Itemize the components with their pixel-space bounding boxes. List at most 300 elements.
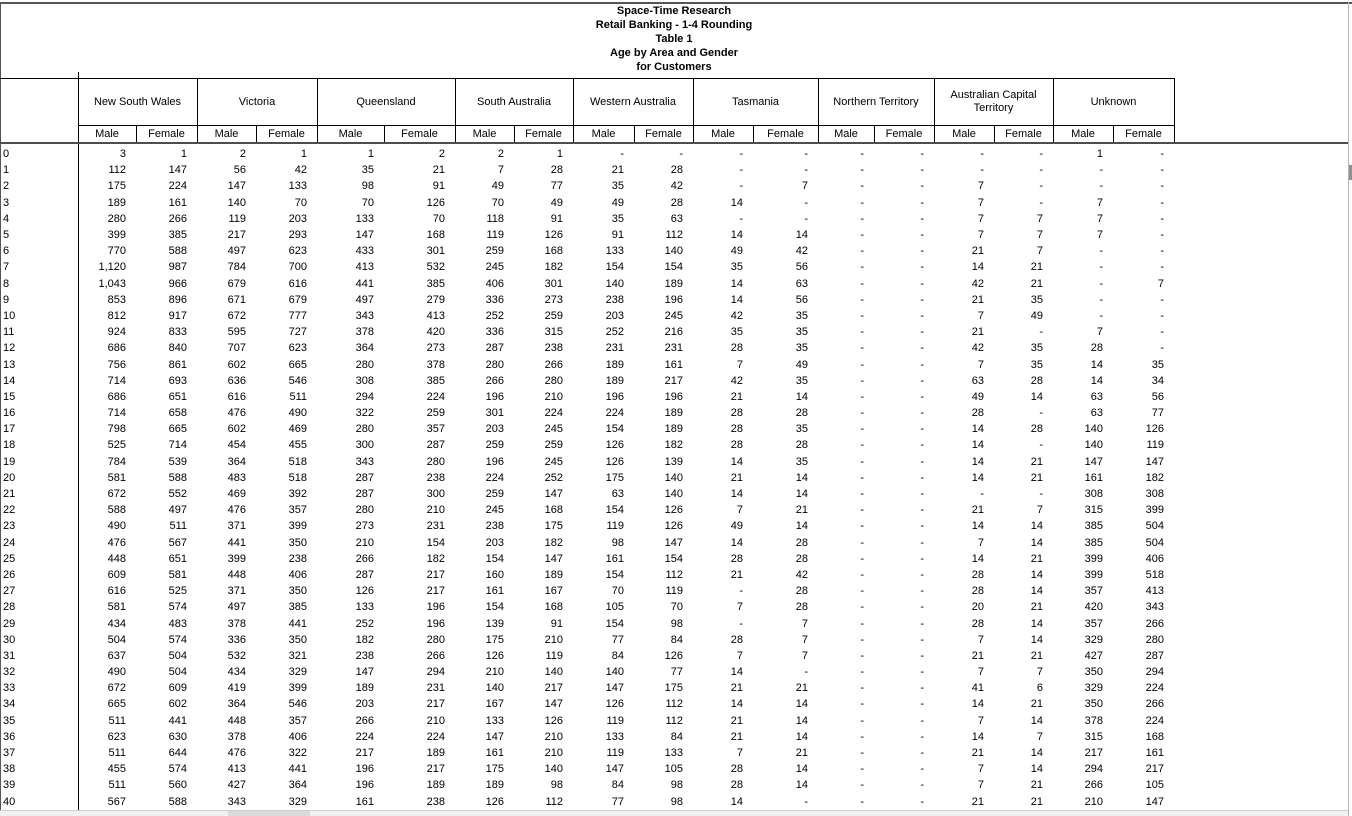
table-cell: 714	[107, 407, 126, 420]
row-header-age: 24	[3, 536, 16, 549]
row-header-age: 26	[3, 568, 16, 581]
table-cell: 77	[550, 180, 563, 193]
table-cell: 2	[497, 148, 504, 161]
table-cell: 3	[119, 148, 126, 161]
table-cell: 1	[300, 148, 307, 161]
table-cell: 160	[485, 568, 504, 581]
column-group-header: Queensland	[356, 95, 416, 108]
table-cell: 98	[550, 779, 563, 792]
table-cell: 266	[426, 649, 445, 662]
table-cell: 224	[485, 471, 504, 484]
table-cell: 385	[168, 229, 187, 242]
table-cell: -	[1160, 229, 1164, 242]
table-cell: -	[804, 164, 808, 177]
table-cell: -	[1099, 261, 1103, 274]
table-cell: 280	[355, 504, 374, 517]
table-cell: 182	[544, 261, 563, 274]
table-cell: -	[860, 649, 864, 662]
row-header-age: 8	[3, 277, 10, 290]
table-cell: 98	[670, 795, 683, 808]
table-cell: -	[1099, 180, 1103, 193]
table-cell: 14	[1030, 763, 1043, 776]
table-cell: 21	[971, 504, 984, 517]
table-cell: 154	[664, 261, 683, 274]
table-cell: 28	[670, 164, 683, 177]
table-cell: -	[1160, 309, 1164, 322]
table-cell: 280	[544, 374, 563, 387]
table-cell: 511	[289, 390, 307, 403]
table-cell: -	[860, 245, 864, 258]
table-cell: 693	[168, 374, 187, 387]
row-header-age: 33	[3, 682, 16, 695]
table-cell: 42	[795, 245, 808, 258]
row-header-age: 5	[3, 229, 10, 242]
table-cell: 7	[1096, 229, 1103, 242]
row-header-age: 14	[3, 374, 16, 387]
row-header-age: 38	[3, 763, 16, 776]
table-row	[0, 308, 1174, 324]
table-cell: 987	[168, 261, 187, 274]
table-border-line	[634, 125, 635, 142]
table-cell: 7	[1036, 666, 1043, 679]
table-border-line	[818, 78, 819, 142]
table-cell: 42	[730, 374, 743, 387]
table-border-line	[514, 125, 515, 142]
table-cell: 189	[664, 407, 683, 420]
table-cell: 189	[605, 358, 624, 371]
table-cell: 139	[664, 455, 683, 468]
table-cell: 14	[1030, 520, 1043, 533]
table-cell: 266	[1084, 779, 1103, 792]
row-header-age: 27	[3, 585, 16, 598]
table-cell: -	[860, 536, 864, 549]
table-cell: 175	[605, 471, 624, 484]
table-cell: -	[860, 633, 864, 646]
table-cell: -	[860, 585, 864, 598]
table-cell: 21	[971, 293, 984, 306]
table-row	[0, 680, 1174, 696]
table-cell: -	[920, 164, 924, 177]
table-row	[0, 648, 1174, 664]
table-cell: -	[860, 455, 864, 468]
horizontal-scrollbar-thumb[interactable]	[228, 811, 310, 816]
table-cell: -	[620, 148, 624, 161]
table-cell: -	[860, 374, 864, 387]
table-cell: 455	[107, 763, 126, 776]
table-cell: 7	[801, 180, 808, 193]
table-cell: 287	[426, 439, 445, 452]
table-cell: 301	[544, 277, 563, 290]
table-cell: 280	[485, 358, 504, 371]
table-cell: 616	[288, 277, 307, 290]
table-cell: 14	[730, 277, 743, 290]
table-cell: 378	[227, 617, 246, 630]
table-cell: 14	[1090, 358, 1103, 371]
horizontal-scrollbar-track[interactable]	[0, 810, 1348, 816]
table-cell: 217	[426, 585, 445, 598]
table-cell: 623	[107, 730, 126, 743]
vertical-scrollbar-track[interactable]	[1348, 2, 1349, 816]
table-cell: 924	[107, 326, 126, 339]
table-cell: 588	[107, 504, 126, 517]
table-cell: 279	[426, 293, 445, 306]
table-cell: 14	[730, 293, 743, 306]
table-cell: 210	[426, 504, 445, 517]
row-header-age: 39	[3, 779, 16, 792]
table-cell: 175	[485, 633, 504, 646]
table-cell: 154	[426, 536, 445, 549]
table-cell: 28	[1030, 374, 1043, 387]
table-cell: 966	[168, 277, 187, 290]
table-cell: -	[860, 148, 864, 161]
table-cell: 777	[288, 309, 307, 322]
table-cell: -	[920, 196, 924, 209]
table-cell: -	[920, 229, 924, 242]
table-cell: 77	[611, 795, 624, 808]
table-cell: 441	[288, 763, 307, 776]
table-cell: 7	[1157, 277, 1164, 290]
table-cell: 203	[355, 698, 374, 711]
table-cell: 21	[1030, 779, 1043, 792]
table-cell: 217	[355, 747, 374, 760]
table-cell: 321	[288, 649, 307, 662]
table-cell: 49	[730, 245, 743, 258]
table-cell: 182	[544, 536, 563, 549]
table-cell: 454	[227, 439, 246, 452]
table-cell: 154	[485, 601, 504, 614]
table-row	[0, 356, 1174, 372]
table-cell: 28	[795, 552, 808, 565]
table-cell: 511	[108, 779, 126, 792]
table-cell: 21	[730, 730, 743, 743]
table-cell: 511	[169, 520, 187, 533]
table-cell: 133	[485, 714, 504, 727]
table-cell: -	[1160, 196, 1164, 209]
table-row	[0, 405, 1174, 421]
column-subheader-male: Male	[591, 128, 616, 140]
table-cell: -	[1039, 407, 1043, 420]
table-cell: 560	[168, 779, 187, 792]
table-cell: 91	[611, 229, 624, 242]
table-cell: -	[860, 390, 864, 403]
table-cell: 217	[664, 374, 683, 387]
column-subheader-male: Male	[952, 128, 976, 140]
table-cell: 427	[1084, 649, 1103, 662]
table-row	[0, 162, 1174, 178]
table-cell: -	[860, 552, 864, 565]
table-cell: 315	[544, 326, 563, 339]
table-cell: 671	[227, 293, 246, 306]
table-cell: 112	[665, 229, 683, 242]
row-header-age: 23	[3, 520, 16, 533]
table-cell: 21	[730, 471, 743, 484]
table-cell: -	[860, 358, 864, 371]
table-cell: 189	[485, 779, 504, 792]
table-cell: 28	[971, 585, 984, 598]
table-cell: 147	[544, 488, 563, 501]
table-cell: 14	[1090, 374, 1103, 387]
table-cell: 238	[605, 293, 624, 306]
column-subheader-female: Female	[401, 128, 438, 140]
table-cell: 287	[1145, 649, 1164, 662]
table-cell: 350	[288, 633, 307, 646]
row-header-age: 15	[3, 390, 16, 403]
table-cell: 14	[795, 763, 808, 776]
table-cell: -	[920, 326, 924, 339]
table-cell: 112	[545, 795, 563, 808]
table-cell: 245	[485, 504, 504, 517]
table-cell: 350	[1084, 698, 1103, 711]
table-cell: -	[860, 423, 864, 436]
table-cell: 259	[426, 407, 445, 420]
table-cell: 21	[971, 747, 984, 760]
table-cell: 189	[426, 747, 445, 760]
table-cell: 133	[288, 180, 307, 193]
table-cell: 322	[355, 407, 374, 420]
table-cell: -	[920, 747, 924, 760]
table-cell: 280	[1145, 633, 1164, 646]
table-cell: -	[739, 617, 743, 630]
table-cell: 49	[971, 390, 984, 403]
table-cell: 154	[605, 504, 624, 517]
table-cell: -	[679, 148, 683, 161]
table-cell: 126	[544, 229, 563, 242]
table-cell: 28	[730, 779, 743, 792]
table-cell: -	[1160, 180, 1164, 193]
table-cell: 203	[485, 423, 504, 436]
table-cell: 14	[730, 536, 743, 549]
table-cell: -	[1160, 164, 1164, 177]
report-source-title: Space-Time Research	[616, 5, 732, 17]
table-cell: 7	[977, 358, 984, 371]
table-cell: 35	[730, 261, 743, 274]
table-cell: 168	[1145, 730, 1164, 743]
table-row	[0, 243, 1174, 259]
table-cell: 203	[485, 536, 504, 549]
table-cell: -	[920, 439, 924, 452]
table-cell: 266	[485, 374, 504, 387]
table-row	[0, 146, 1174, 162]
row-header-age: 21	[3, 488, 16, 501]
table-cell: 420	[1084, 601, 1103, 614]
column-subheader-male: Male	[834, 128, 858, 140]
table-cell: 7	[1036, 730, 1043, 743]
table-cell: 441	[288, 617, 307, 630]
row-header-age: 9	[3, 293, 10, 306]
row-header-age: 11	[3, 326, 15, 339]
table-cell: 182	[664, 439, 683, 452]
table-cell: 357	[1084, 585, 1103, 598]
table-cell: 833	[168, 326, 187, 339]
table-cell: 616	[107, 585, 126, 598]
table-cell: 7	[977, 536, 984, 549]
table-cell: 140	[485, 682, 504, 695]
table-cell: 224	[544, 407, 563, 420]
row-header-age: 1	[3, 164, 10, 177]
table-cell: -	[1160, 245, 1164, 258]
table-cell: 147	[1145, 455, 1164, 468]
table-cell: 161	[485, 747, 504, 760]
table-cell: -	[860, 488, 864, 501]
table-cell: 140	[544, 763, 563, 776]
table-cell: 147	[1145, 795, 1164, 808]
table-cell: 224	[426, 390, 445, 403]
table-cell: 1,043	[98, 277, 126, 290]
table-cell: 1	[556, 148, 563, 161]
table-cell: 63	[971, 374, 984, 387]
table-cell: 574	[168, 601, 187, 614]
table-cell: 252	[605, 326, 624, 339]
table-cell: 63	[1090, 407, 1103, 420]
table-cell: 14	[795, 520, 808, 533]
table-cell: -	[860, 212, 864, 225]
table-cell: 665	[107, 698, 126, 711]
table-cell: 448	[227, 714, 246, 727]
table-cell: 20	[971, 601, 984, 614]
table-cell: 161	[664, 358, 683, 371]
table-cell: 329	[288, 666, 307, 679]
table-cell: -	[920, 390, 924, 403]
table-cell: 574	[168, 633, 187, 646]
table-cell: 196	[355, 779, 374, 792]
table-cell: 300	[355, 439, 374, 452]
table-border-line	[1113, 125, 1114, 142]
table-cell: 434	[107, 617, 126, 630]
table-cell: -	[860, 439, 864, 452]
report-table-number: Table 1	[655, 33, 693, 45]
table-cell: -	[804, 795, 808, 808]
table-cell: 35	[795, 342, 808, 355]
row-header-age: 36	[3, 730, 16, 743]
column-subheader-female: Female	[1125, 128, 1162, 140]
table-cell: -	[1160, 148, 1164, 161]
table-cell: -	[920, 649, 924, 662]
table-cell: 91	[550, 617, 563, 630]
table-cell: -	[860, 407, 864, 420]
table-cell: 126	[605, 439, 624, 452]
table-cell: 714	[168, 439, 187, 452]
table-cell: 224	[1145, 682, 1164, 695]
table-cell: 84	[670, 633, 683, 646]
column-subheader-male: Male	[338, 128, 363, 140]
table-cell: -	[920, 471, 924, 484]
table-cell: -	[920, 374, 924, 387]
table-cell: -	[860, 471, 864, 484]
table-cell: 217	[426, 763, 445, 776]
table-cell: 41	[971, 682, 984, 695]
table-cell: 581	[168, 568, 187, 581]
table-cell: 385	[1084, 536, 1103, 549]
table-cell: -	[860, 229, 864, 242]
table-cell: 504	[1145, 520, 1164, 533]
table-cell: 154	[485, 552, 504, 565]
table-cell: 217	[227, 229, 246, 242]
table-cell: -	[860, 779, 864, 792]
table-cell: 14	[795, 714, 808, 727]
row-header-age: 6	[3, 245, 10, 258]
table-cell: 917	[168, 309, 187, 322]
table-cell: 14	[795, 229, 808, 242]
table-cell: 7	[736, 358, 743, 371]
table-cell: 539	[168, 455, 187, 468]
table-cell: 21	[1030, 471, 1043, 484]
table-cell: -	[1039, 180, 1043, 193]
table-cell: 14	[971, 552, 984, 565]
table-cell: 546	[288, 374, 307, 387]
table-cell: 126	[485, 795, 504, 808]
table-cell: -	[920, 309, 924, 322]
table-cell: 28	[795, 585, 808, 598]
table-cell: 154	[605, 617, 624, 630]
table-cell: 357	[426, 423, 445, 436]
table-cell: 588	[168, 471, 187, 484]
table-cell: -	[860, 261, 864, 274]
table-cell: 42	[730, 309, 743, 322]
table-border-line	[1174, 78, 1175, 142]
table-cell: -	[920, 423, 924, 436]
table-cell: -	[980, 164, 984, 177]
table-cell: 28	[795, 536, 808, 549]
table-cell: 203	[605, 309, 624, 322]
table-cell: -	[739, 180, 743, 193]
column-subheader-female: Female	[1005, 128, 1042, 140]
table-cell: 602	[227, 423, 246, 436]
table-cell: 21	[1030, 277, 1043, 290]
table-cell: -	[920, 277, 924, 290]
table-cell: 28	[670, 196, 683, 209]
table-cell: 686	[107, 342, 126, 355]
table-cell: 21	[1030, 649, 1043, 662]
table-cell: 686	[107, 390, 126, 403]
table-cell: 273	[355, 520, 374, 533]
table-cell: 7	[1096, 326, 1103, 339]
table-cell: 189	[664, 423, 683, 436]
data-grid	[0, 146, 1174, 810]
table-cell: 231	[664, 342, 683, 355]
table-cell: 28	[1030, 423, 1043, 436]
table-cell: -	[1099, 277, 1103, 290]
table-border-line	[78, 78, 79, 142]
table-cell: 357	[1084, 617, 1103, 630]
table-cell: 126	[605, 455, 624, 468]
table-cell: 504	[1145, 536, 1164, 549]
table-cell: 280	[426, 455, 445, 468]
table-cell: 21	[971, 245, 984, 258]
table-cell: 259	[485, 245, 504, 258]
table-cell: 399	[227, 552, 246, 565]
table-cell: 14	[1030, 714, 1043, 727]
table-cell: 168	[544, 504, 563, 517]
table-cell: 329	[288, 795, 307, 808]
table-cell: 147	[227, 180, 246, 193]
table-cell: 399	[1084, 568, 1103, 581]
table-cell: 224	[1145, 714, 1164, 727]
table-cell: 28	[971, 568, 984, 581]
table-cell: 70	[670, 601, 683, 614]
table-cell: 861	[168, 358, 187, 371]
table-cell: 441	[227, 536, 246, 549]
table-cell: 126	[355, 585, 374, 598]
table-cell: 532	[227, 649, 246, 662]
table-cell: 7	[1096, 212, 1103, 225]
row-header-age: 2	[3, 180, 10, 193]
table-cell: 14	[730, 666, 743, 679]
table-cell: 259	[485, 439, 504, 452]
table-cell: 378	[227, 730, 246, 743]
table-cell: 469	[227, 488, 246, 501]
table-border-line	[78, 125, 1174, 126]
table-cell: 511	[108, 714, 126, 727]
